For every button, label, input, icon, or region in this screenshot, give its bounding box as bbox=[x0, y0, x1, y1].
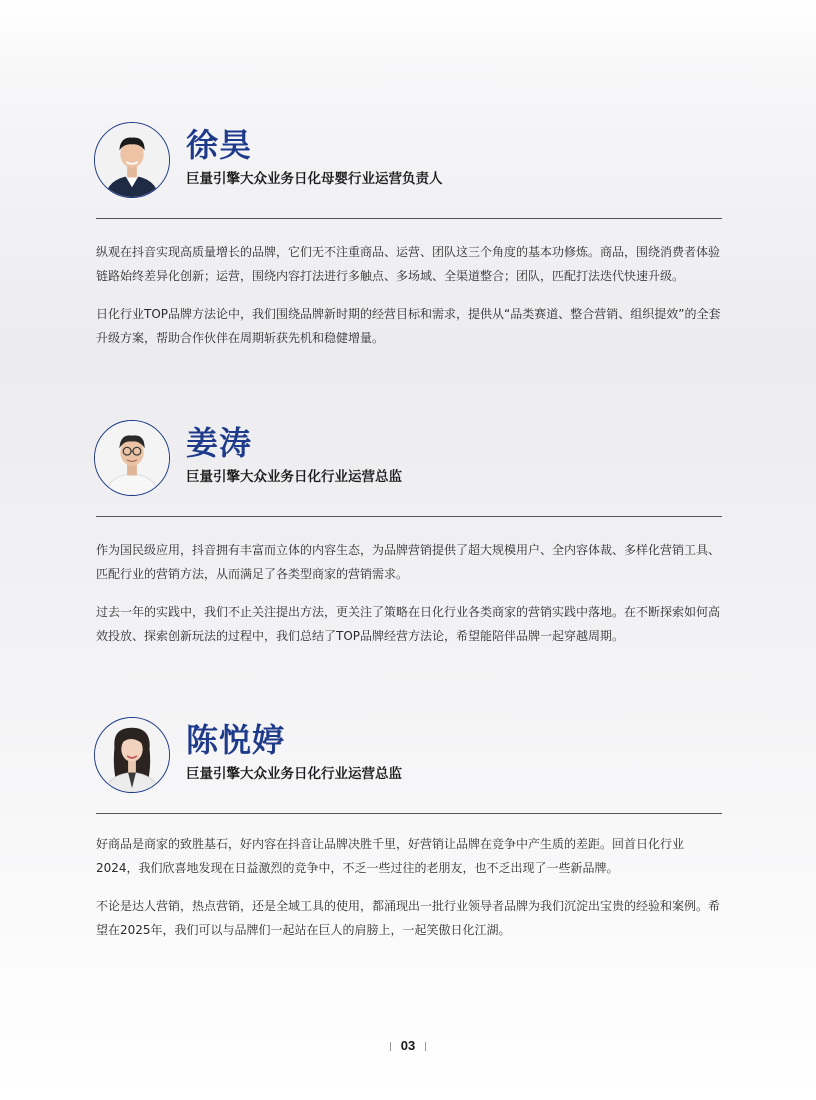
person-role: 巨量引擎大众业务日化母婴行业运营负责人 bbox=[186, 171, 443, 187]
paragraph: 过去一年的实践中，我们不止关注提出方法，更关注了策略在日化行业各类商家的营销实践中落地。在不断探索如何高效投放、探索创新玩法的过程中，我们总结了TOP品牌经营方法论，希望能陪伴品牌一起穿越周期。 bbox=[96, 605, 721, 643]
paragraph: 作为国民级应用，抖音拥有丰富而立体的内容生态，为品牌营销提供了超大规模用户、全内容体裁、多样化营销工具、匹配行业的营销方法，从而满足了各类型商家的营销需求。 bbox=[96, 543, 721, 581]
avatar bbox=[94, 717, 170, 793]
portrait-man-icon bbox=[95, 123, 169, 197]
person-name: 徐昊 bbox=[186, 126, 253, 164]
profile-section-2 bbox=[94, 420, 722, 650]
page-number-left-bar bbox=[390, 1042, 391, 1051]
paragraph: 好商品是商家的致胜基石，好内容在抖音让品牌决胜千里，好营销让品牌在竞争中产生质的差距。回首日化行业2024，我们欣喜地发现在日益激烈的竞争中，不乏一些过往的老朋友，也不乏出现了一些新品牌。 bbox=[96, 837, 685, 875]
portrait-man-glasses-icon bbox=[95, 421, 169, 495]
paragraph: 日化行业TOP品牌方法论中，我们围绕品牌新时期的经营目标和需求，提供从“品类赛道、整合营销、组织提效”的全套升级方案，帮助合作伙伴在周期斩获先机和稳健增量。 bbox=[96, 307, 721, 345]
profile-section-1 bbox=[94, 122, 722, 352]
person-role: 巨量引擎大众业务日化行业运营总监 bbox=[186, 469, 402, 485]
page-number-footer bbox=[0, 1038, 816, 1053]
divider bbox=[96, 218, 722, 219]
profile-section-3 bbox=[94, 717, 722, 947]
person-name: 陈悦婷 bbox=[186, 721, 286, 759]
divider bbox=[96, 516, 722, 517]
page-number-right-bar bbox=[425, 1042, 426, 1051]
divider bbox=[96, 813, 722, 814]
paragraph: 纵观在抖音实现高质量增长的品牌，它们无不注重商品、运营、团队这三个角度的基本功修炼。商品，围绕消费者体验链路始终差异化创新；运营，围绕内容打法进行多触点、多场域、全渠道整合；团队，匹配打法迭代快速升级。 bbox=[96, 245, 721, 283]
avatar bbox=[94, 420, 170, 496]
avatar bbox=[94, 122, 170, 198]
person-role: 巨量引擎大众业务日化行业运营总监 bbox=[186, 766, 402, 782]
paragraph: 不论是达人营销，热点营销，还是全域工具的使用，都涌现出一批行业领导者品牌为我们沉淀出宝贵的经验和案例。希望在2025年，我们可以与品牌们一起站在巨人的肩膀上，一起笑傲日化江湖。 bbox=[96, 899, 721, 937]
person-name: 姜涛 bbox=[186, 424, 253, 462]
portrait-woman-icon bbox=[95, 718, 169, 792]
page-number: 03 bbox=[400, 1038, 416, 1053]
